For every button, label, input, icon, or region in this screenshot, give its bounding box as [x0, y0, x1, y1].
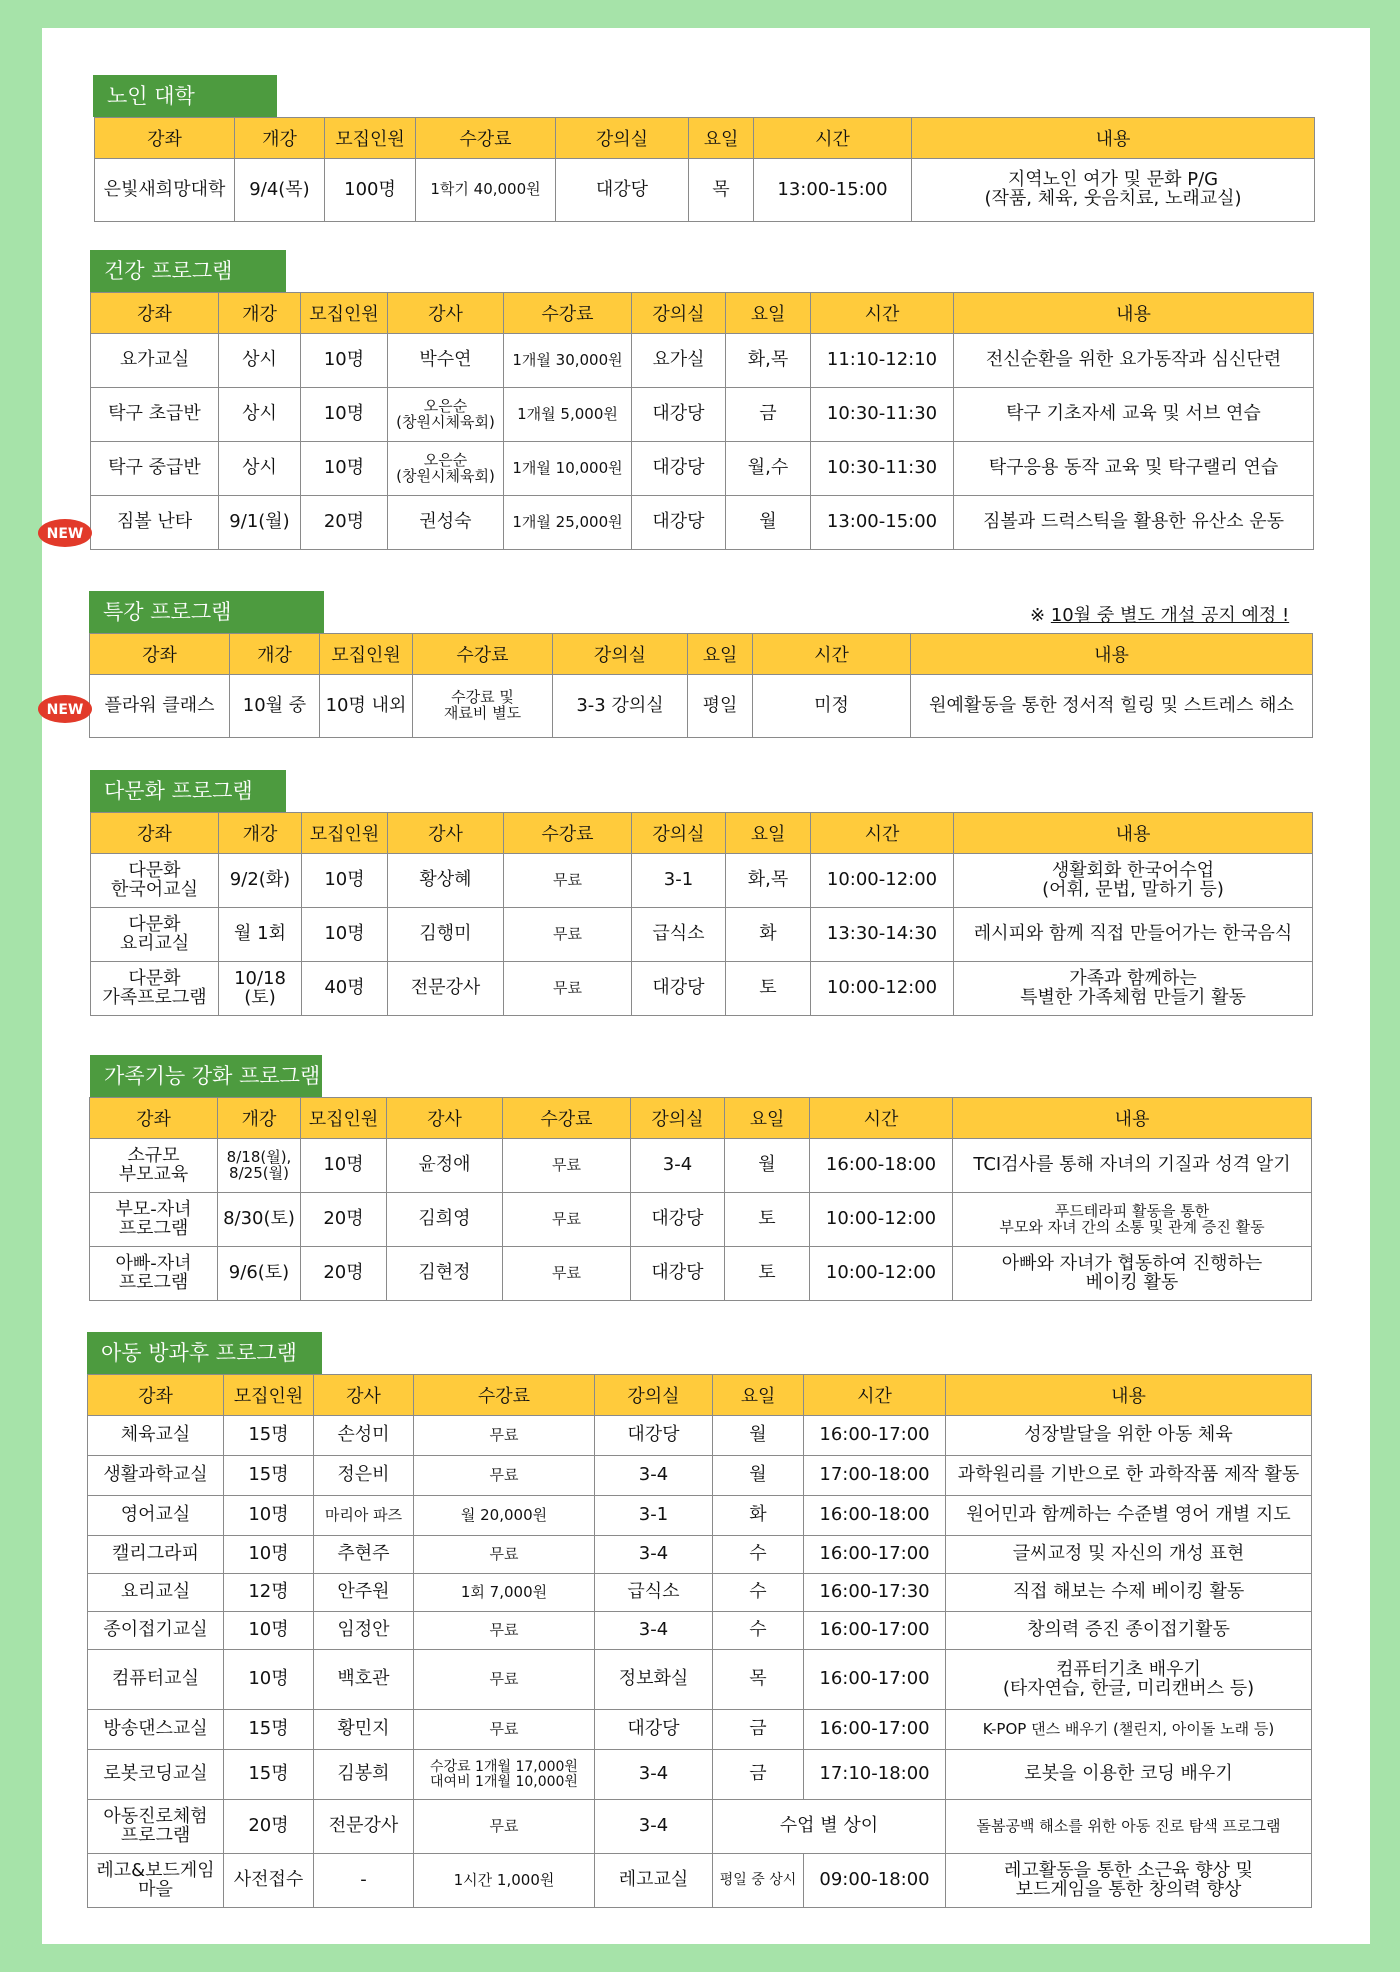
table-header-row — [95, 118, 1315, 159]
header-cell: 모집인원 — [302, 813, 388, 854]
table-row — [90, 1247, 1312, 1301]
room-cell: 대강당 — [556, 159, 689, 222]
day-cell: 월 — [713, 1456, 804, 1496]
day-cell: 수 — [713, 1536, 804, 1574]
content-cell: 레시피와 함께 직접 만들어가는 한국음식 — [954, 908, 1313, 962]
course-cell: 탁구 초급반 — [91, 388, 219, 442]
fee-cell: 1시간 1,000원 — [414, 1854, 595, 1908]
header-cell: 강사 — [387, 1098, 503, 1139]
table-row — [91, 496, 1314, 550]
capacity-cell: 10명 — [224, 1536, 314, 1574]
header-cell: 강좌 — [91, 813, 219, 854]
instructor-cell: 정은비 — [314, 1456, 414, 1496]
day-cell: 월,수 — [726, 442, 811, 496]
day-cell: 화 — [726, 908, 811, 962]
room-cell: 대강당 — [632, 388, 726, 442]
course-cell: 짐볼 난타 — [91, 496, 219, 550]
instructor-cell: 김희영 — [387, 1193, 503, 1247]
course-cell: 아빠-자녀 프로그램 — [90, 1247, 218, 1301]
fee-cell: 무료 — [414, 1536, 595, 1574]
time-cell: 16:00-17:00 — [804, 1536, 946, 1574]
table-header-row — [91, 813, 1313, 854]
content-cell: 원예활동을 통한 정서적 힐링 및 스트레스 해소 — [911, 675, 1313, 738]
course-cell: 캘리그라피 — [88, 1536, 224, 1574]
header-cell: 개강 — [219, 813, 302, 854]
header-cell: 수강료 — [503, 1098, 631, 1139]
content-cell: TCI검사를 통해 자녀의 기질과 성격 알기 — [953, 1139, 1312, 1193]
capacity-cell: 20명 — [224, 1800, 314, 1854]
instructor-cell: 오은순 (창원시체육회) — [388, 388, 504, 442]
start-cell: 월 1회 — [219, 908, 302, 962]
course-cell: 요리교실 — [88, 1574, 224, 1612]
header-cell: 시간 — [754, 118, 912, 159]
header-cell: 강의실 — [632, 293, 726, 334]
capacity-cell: 10명 — [301, 334, 388, 388]
day-cell: 화,목 — [726, 854, 811, 908]
table-row — [91, 854, 1313, 908]
table-header-row — [90, 634, 1313, 675]
room-cell: 대강당 — [632, 442, 726, 496]
room-cell: 3-3 강의실 — [553, 675, 688, 738]
time-cell: 미정 — [753, 675, 911, 738]
capacity-cell: 20명 — [301, 1193, 387, 1247]
table-row — [91, 442, 1314, 496]
table-row — [88, 1612, 1312, 1650]
content-cell: 지역노인 여가 및 문화 P/G (작품, 체육, 웃음치료, 노래교실) — [912, 159, 1315, 222]
instructor-cell: 마리아 파즈 — [314, 1496, 414, 1536]
course-cell: 다문화 한국어교실 — [91, 854, 219, 908]
multicultural-program-table — [90, 812, 1313, 1016]
room-cell: 3-4 — [595, 1612, 713, 1650]
header-cell: 모집인원 — [301, 1098, 387, 1139]
content-cell: 원어민과 함께하는 수준별 영어 개별 지도 — [946, 1496, 1312, 1536]
room-cell: 대강당 — [631, 1247, 725, 1301]
instructor-cell: 박수연 — [388, 334, 504, 388]
table-row — [88, 1650, 1312, 1710]
header-cell: 강사 — [388, 813, 504, 854]
header-cell: 강의실 — [631, 1098, 725, 1139]
capacity-cell: 40명 — [302, 962, 388, 1016]
special-program-table — [89, 633, 1313, 738]
day-cell: 토 — [725, 1247, 810, 1301]
header-cell: 내용 — [953, 1098, 1312, 1139]
capacity-cell: 12명 — [224, 1574, 314, 1612]
capacity-cell: 10명 — [224, 1612, 314, 1650]
fee-cell: 1학기 40,000원 — [416, 159, 556, 222]
capacity-cell: 20명 — [301, 496, 388, 550]
day-cell: 월 — [726, 496, 811, 550]
time-cell: 17:10-18:00 — [804, 1750, 946, 1800]
header-cell: 요일 — [689, 118, 754, 159]
time-cell: 17:00-18:00 — [804, 1456, 946, 1496]
day-cell: 금 — [713, 1710, 804, 1750]
room-cell: 정보화실 — [595, 1650, 713, 1710]
course-cell: 플라워 클래스 — [90, 675, 230, 738]
header-cell: 강사 — [388, 293, 504, 334]
day-cell: 금 — [713, 1750, 804, 1800]
table-row — [90, 675, 1313, 738]
table-header-row — [91, 293, 1314, 334]
start-cell: 10/18 (토) — [219, 962, 302, 1016]
capacity-cell: 10명 — [224, 1496, 314, 1536]
time-cell: 10:00-12:00 — [810, 1247, 953, 1301]
start-cell: 상시 — [219, 334, 301, 388]
start-cell: 9/6(토) — [218, 1247, 301, 1301]
day-cell: 수 — [713, 1612, 804, 1650]
course-cell: 다문화 요리교실 — [91, 908, 219, 962]
notice-mark: ※ — [1030, 605, 1046, 626]
room-cell: 급식소 — [632, 908, 726, 962]
fee-cell: 1개월 10,000원 — [504, 442, 632, 496]
day-cell: 월 — [725, 1139, 810, 1193]
capacity-cell: 15명 — [224, 1416, 314, 1456]
time-cell: 16:00-17:00 — [804, 1650, 946, 1710]
new-badge-label: NEW — [46, 702, 84, 718]
fee-cell: 1개월 30,000원 — [504, 334, 632, 388]
course-cell: 영어교실 — [88, 1496, 224, 1536]
header-cell: 시간 — [811, 813, 954, 854]
capacity-cell: 10명 내외 — [320, 675, 413, 738]
schedule-cell: 수업 별 상이 — [713, 1800, 946, 1854]
capacity-cell: 15명 — [224, 1710, 314, 1750]
content-cell: 성장발달을 위한 아동 체육 — [946, 1416, 1312, 1456]
header-cell: 요일 — [725, 1098, 810, 1139]
time-cell: 10:00-12:00 — [811, 854, 954, 908]
day-cell: 목 — [689, 159, 754, 222]
header-cell: 강사 — [314, 1375, 414, 1416]
course-cell: 컴퓨터교실 — [88, 1650, 224, 1710]
content-cell: 짐볼과 드럭스틱을 활용한 유산소 운동 — [954, 496, 1314, 550]
content-cell: 아빠와 자녀가 협동하여 진행하는 베이킹 활동 — [953, 1247, 1312, 1301]
fee-cell: 무료 — [414, 1710, 595, 1750]
instructor-cell: - — [314, 1854, 414, 1908]
fee-cell: 무료 — [414, 1416, 595, 1456]
time-cell: 16:00-17:00 — [804, 1710, 946, 1750]
day-cell: 토 — [725, 1193, 810, 1247]
fee-cell: 1개월 25,000원 — [504, 496, 632, 550]
start-cell: 상시 — [219, 442, 301, 496]
time-cell: 10:30-11:30 — [811, 442, 954, 496]
room-cell: 3-4 — [595, 1536, 713, 1574]
header-cell: 개강 — [218, 1098, 301, 1139]
fee-cell: 수강료 1개월 17,000원 대여비 1개월 10,000원 — [414, 1750, 595, 1800]
instructor-cell: 권성숙 — [388, 496, 504, 550]
instructor-cell: 김행미 — [388, 908, 504, 962]
table-row — [90, 1193, 1312, 1247]
course-cell: 소규모 부모교육 — [90, 1139, 218, 1193]
time-cell: 16:00-18:00 — [810, 1139, 953, 1193]
content-cell: 과학원리를 기반으로 한 과학작품 제작 활동 — [946, 1456, 1312, 1496]
content-cell: 돌봄공백 해소를 위한 아동 진로 탐색 프로그램 — [946, 1800, 1312, 1854]
new-badge-label: NEW — [46, 526, 84, 542]
header-cell: 시간 — [804, 1375, 946, 1416]
section-tag-multicultural: 다문화 프로그램 — [90, 770, 286, 812]
content-cell: 직접 해보는 수제 베이킹 활동 — [946, 1574, 1312, 1612]
content-cell: 전신순환을 위한 요가동작과 심신단련 — [954, 334, 1314, 388]
instructor-cell: 추현주 — [314, 1536, 414, 1574]
header-cell: 요일 — [688, 634, 753, 675]
capacity-cell: 10명 — [301, 388, 388, 442]
table-header-row — [88, 1375, 1312, 1416]
capacity-cell: 10명 — [224, 1650, 314, 1710]
header-cell: 모집인원 — [301, 293, 388, 334]
section-tag-special: 특강 프로그램 — [89, 591, 324, 633]
course-cell: 아동진로체험 프로그램 — [88, 1800, 224, 1854]
fee-cell: 월 20,000원 — [414, 1496, 595, 1536]
table-row — [91, 962, 1313, 1016]
course-cell: 로봇코딩교실 — [88, 1750, 224, 1800]
room-cell: 요가실 — [632, 334, 726, 388]
header-cell: 모집인원 — [325, 118, 416, 159]
time-cell: 13:00-15:00 — [754, 159, 912, 222]
day-cell: 평일 중 상시 — [713, 1854, 804, 1908]
header-cell: 수강료 — [414, 1375, 595, 1416]
capacity-cell: 15명 — [224, 1456, 314, 1496]
notice-text — [1030, 601, 1289, 627]
header-cell: 요일 — [726, 813, 811, 854]
content-cell: 탁구응용 동작 교육 및 탁구랠리 연습 — [954, 442, 1314, 496]
room-cell: 대강당 — [631, 1193, 725, 1247]
section-tag-health: 건강 프로그램 — [90, 250, 286, 292]
header-cell: 내용 — [954, 293, 1314, 334]
table-row — [91, 388, 1314, 442]
capacity-cell: 10명 — [301, 442, 388, 496]
room-cell: 대강당 — [595, 1710, 713, 1750]
start-cell: 10월 중 — [230, 675, 320, 738]
room-cell: 3-1 — [595, 1496, 713, 1536]
time-cell: 16:00-17:00 — [804, 1612, 946, 1650]
header-cell: 강좌 — [91, 293, 219, 334]
header-cell: 시간 — [810, 1098, 953, 1139]
time-cell: 13:00-15:00 — [811, 496, 954, 550]
table-row — [90, 1139, 1312, 1193]
header-cell: 시간 — [811, 293, 954, 334]
room-cell: 3-4 — [595, 1800, 713, 1854]
header-cell: 강좌 — [88, 1375, 224, 1416]
new-badge-icon — [37, 694, 93, 724]
fee-cell: 무료 — [414, 1612, 595, 1650]
instructor-cell: 황상혜 — [388, 854, 504, 908]
after-school-program-table — [87, 1374, 1312, 1908]
course-cell: 방송댄스교실 — [88, 1710, 224, 1750]
header-cell: 내용 — [912, 118, 1315, 159]
header-cell: 시간 — [753, 634, 911, 675]
instructor-cell: 전문강사 — [314, 1800, 414, 1854]
table-row — [88, 1416, 1312, 1456]
table-row — [88, 1800, 1312, 1854]
room-cell: 3-1 — [632, 854, 726, 908]
instructor-cell: 윤정애 — [387, 1139, 503, 1193]
header-cell: 강의실 — [553, 634, 688, 675]
header-cell: 수강료 — [416, 118, 556, 159]
section-tag-after-school: 아동 방과후 프로그램 — [87, 1332, 322, 1374]
room-cell: 대강당 — [632, 496, 726, 550]
capacity-cell: 100명 — [325, 159, 416, 222]
course-cell: 탁구 중급반 — [91, 442, 219, 496]
day-cell: 월 — [713, 1416, 804, 1456]
room-cell: 대강당 — [595, 1416, 713, 1456]
time-cell: 13:30-14:30 — [811, 908, 954, 962]
time-cell: 10:30-11:30 — [811, 388, 954, 442]
content-cell: 컴퓨터기초 배우기 (타자연습, 한글, 미리캔버스 등) — [946, 1650, 1312, 1710]
course-cell: 요가교실 — [91, 334, 219, 388]
header-cell: 요일 — [713, 1375, 804, 1416]
day-cell: 수 — [713, 1574, 804, 1612]
instructor-cell: 김봉희 — [314, 1750, 414, 1800]
header-cell: 내용 — [946, 1375, 1312, 1416]
notice-message: 10월 중 별도 개설 공지 예정 ! — [1050, 605, 1290, 626]
room-cell: 레고교실 — [595, 1854, 713, 1908]
start-cell: 9/2(화) — [219, 854, 302, 908]
start-cell: 9/1(월) — [219, 496, 301, 550]
course-cell: 은빛새희망대학 — [95, 159, 235, 222]
fee-cell: 무료 — [504, 962, 632, 1016]
start-cell: 8/30(토) — [218, 1193, 301, 1247]
capacity-cell: 20명 — [301, 1247, 387, 1301]
course-cell: 레고&보드게임 마을 — [88, 1854, 224, 1908]
time-cell: 16:00-17:30 — [804, 1574, 946, 1612]
header-cell: 강의실 — [632, 813, 726, 854]
content-cell: 로봇을 이용한 코딩 배우기 — [946, 1750, 1312, 1800]
room-cell: 대강당 — [632, 962, 726, 1016]
content-cell: 생활회화 한국어수업 (어휘, 문법, 말하기 등) — [954, 854, 1313, 908]
course-cell: 생활과학교실 — [88, 1456, 224, 1496]
room-cell: 급식소 — [595, 1574, 713, 1612]
fee-cell: 무료 — [503, 1247, 631, 1301]
course-cell: 다문화 가족프로그램 — [91, 962, 219, 1016]
header-cell: 수강료 — [504, 813, 632, 854]
time-cell: 16:00-17:00 — [804, 1416, 946, 1456]
fee-cell: 수강료 및 재료비 별도 — [413, 675, 553, 738]
table-row — [88, 1574, 1312, 1612]
capacity-cell: 사전접수 — [224, 1854, 314, 1908]
capacity-cell: 15명 — [224, 1750, 314, 1800]
day-cell: 평일 — [688, 675, 753, 738]
fee-cell: 1회 7,000원 — [414, 1574, 595, 1612]
table-row — [88, 1854, 1312, 1908]
header-cell: 강좌 — [90, 634, 230, 675]
course-cell: 종이접기교실 — [88, 1612, 224, 1650]
instructor-cell: 전문강사 — [388, 962, 504, 1016]
instructor-cell: 손성미 — [314, 1416, 414, 1456]
time-cell: 16:00-18:00 — [804, 1496, 946, 1536]
fee-cell: 무료 — [414, 1650, 595, 1710]
fee-cell: 무료 — [503, 1193, 631, 1247]
table-row — [91, 334, 1314, 388]
senior-college-table — [94, 117, 1315, 222]
table-header-row — [90, 1098, 1312, 1139]
content-cell: 푸드테라피 활동을 통한 부모와 자녀 간의 소통 및 관계 증진 활동 — [953, 1193, 1312, 1247]
content-cell: 글씨교정 및 자신의 개성 표현 — [946, 1536, 1312, 1574]
content-cell: K-POP 댄스 배우기 (챌린지, 아이돌 노래 등) — [946, 1710, 1312, 1750]
table-row — [91, 908, 1313, 962]
content-cell: 레고활동을 통한 소근육 향상 및 보드게임을 통한 창의력 향상 — [946, 1854, 1312, 1908]
day-cell: 화 — [713, 1496, 804, 1536]
course-cell: 부모-자녀 프로그램 — [90, 1193, 218, 1247]
table-row — [88, 1456, 1312, 1496]
start-cell: 8/18(월), 8/25(월) — [218, 1139, 301, 1193]
course-cell: 체육교실 — [88, 1416, 224, 1456]
fee-cell: 1개월 5,000원 — [504, 388, 632, 442]
header-cell: 내용 — [954, 813, 1313, 854]
time-cell: 09:00-18:00 — [804, 1854, 946, 1908]
section-tag-senior-college: 노인 대학 — [93, 75, 277, 117]
day-cell: 금 — [726, 388, 811, 442]
instructor-cell: 김현정 — [387, 1247, 503, 1301]
content-cell: 가족과 함께하는 특별한 가족체험 만들기 활동 — [954, 962, 1313, 1016]
capacity-cell: 10명 — [302, 908, 388, 962]
start-cell: 9/4(목) — [235, 159, 325, 222]
header-cell: 개강 — [235, 118, 325, 159]
room-cell: 3-4 — [595, 1750, 713, 1800]
table-row — [88, 1750, 1312, 1800]
header-cell: 모집인원 — [224, 1375, 314, 1416]
start-cell: 상시 — [219, 388, 301, 442]
header-cell: 내용 — [911, 634, 1313, 675]
fee-cell: 무료 — [414, 1456, 595, 1496]
day-cell: 목 — [713, 1650, 804, 1710]
capacity-cell: 10명 — [302, 854, 388, 908]
table-row — [88, 1710, 1312, 1750]
header-cell: 모집인원 — [320, 634, 413, 675]
new-badge-icon — [37, 518, 93, 548]
fee-cell: 무료 — [504, 908, 632, 962]
fee-cell: 무료 — [504, 854, 632, 908]
instructor-cell: 임정안 — [314, 1612, 414, 1650]
day-cell: 화,목 — [726, 334, 811, 388]
family-program-table — [89, 1097, 1312, 1301]
header-cell: 요일 — [726, 293, 811, 334]
header-cell: 수강료 — [413, 634, 553, 675]
instructor-cell: 백호관 — [314, 1650, 414, 1710]
content-cell: 탁구 기초자세 교육 및 서브 연습 — [954, 388, 1314, 442]
fee-cell: 무료 — [414, 1800, 595, 1854]
content-cell: 창의력 증진 종이접기활동 — [946, 1612, 1312, 1650]
table-row — [95, 159, 1315, 222]
fee-cell: 무료 — [503, 1139, 631, 1193]
day-cell: 토 — [726, 962, 811, 1016]
instructor-cell: 안주원 — [314, 1574, 414, 1612]
capacity-cell: 10명 — [301, 1139, 387, 1193]
time-cell: 10:00-12:00 — [810, 1193, 953, 1247]
header-cell: 개강 — [219, 293, 301, 334]
health-program-table — [90, 292, 1314, 550]
room-cell: 3-4 — [595, 1456, 713, 1496]
time-cell: 11:10-12:10 — [811, 334, 954, 388]
header-cell: 강좌 — [95, 118, 235, 159]
time-cell: 10:00-12:00 — [811, 962, 954, 1016]
header-cell: 개강 — [230, 634, 320, 675]
instructor-cell: 오은순 (창원시체육회) — [388, 442, 504, 496]
table-row — [88, 1496, 1312, 1536]
header-cell: 강좌 — [90, 1098, 218, 1139]
header-cell: 강의실 — [595, 1375, 713, 1416]
instructor-cell: 황민지 — [314, 1710, 414, 1750]
table-row — [88, 1536, 1312, 1574]
header-cell: 강의실 — [556, 118, 689, 159]
room-cell: 3-4 — [631, 1139, 725, 1193]
header-cell: 수강료 — [504, 293, 632, 334]
section-tag-family: 가족기능 강화 프로그램 — [90, 1055, 322, 1097]
